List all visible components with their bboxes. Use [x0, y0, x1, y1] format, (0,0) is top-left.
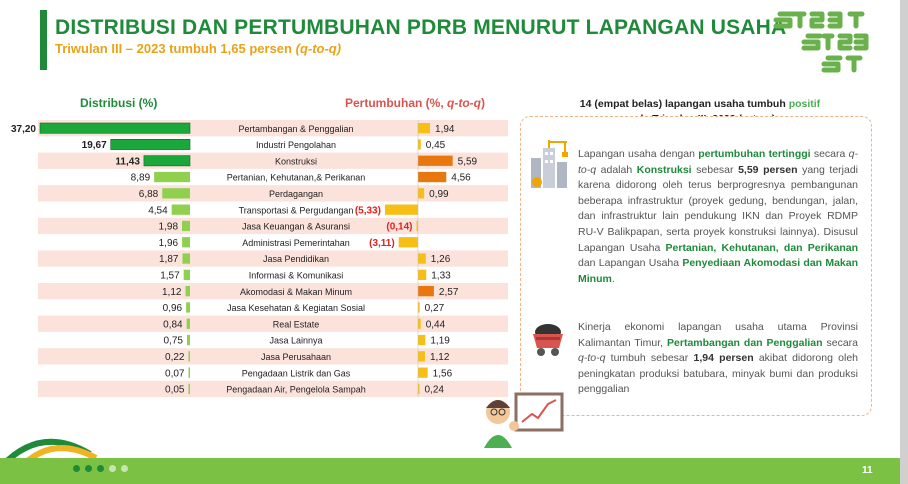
category-label: Real Estate	[272, 319, 320, 330]
footer-dot	[109, 465, 116, 472]
distribution-bar	[162, 188, 190, 198]
distribution-bar	[187, 335, 190, 345]
growth-value-label: 1,19	[430, 335, 450, 347]
growth-value-label: 0,45	[425, 140, 446, 152]
p1-c-italic: q-to-q	[578, 148, 858, 176]
analyst-character-illustration	[480, 386, 570, 456]
distribution-bar	[186, 302, 190, 312]
distribution-value-label: 6,88	[138, 189, 159, 200]
distribution-bar	[187, 319, 190, 329]
p2-e: 1,94 persen	[693, 352, 754, 365]
category-label: Pertanian, Kehutanan,& Perikanan	[226, 172, 366, 183]
subtitle-text: Triwulan III – 2023 tumbuh 1,65 persen	[55, 41, 292, 56]
distribution-value-label: 19,67	[81, 140, 107, 152]
p1-d: adalah	[600, 163, 633, 176]
distribution-bar	[184, 270, 190, 280]
distribution-value-label: 0,05	[165, 384, 185, 396]
growth-bar	[418, 319, 421, 329]
footer-dot	[73, 465, 80, 472]
page-subtitle	[55, 41, 341, 56]
distribution-value-label: 0,07	[165, 368, 185, 380]
paragraph-mining	[578, 320, 858, 398]
growth-bar	[385, 205, 418, 215]
distribution-bar	[185, 286, 190, 296]
distribution-bar	[182, 221, 190, 231]
p1-k: Penyediaan Akomodasi dan Makan Minum	[578, 257, 859, 285]
distribution-value-label: 1,12	[162, 286, 182, 298]
growth-value-label: (0,14)	[386, 221, 413, 233]
distribution-value-label: 1,87	[158, 254, 179, 266]
growth-bar	[418, 335, 425, 345]
distribution-value-label: 1,57	[160, 270, 180, 282]
p2-a: Kinerja ekonomi lapangan usaha utama Provinsi Kalimantan Timur,	[578, 321, 858, 349]
growth-value-label: 2,57	[438, 286, 459, 298]
growth-bar	[418, 302, 420, 312]
distribution-value-label: 0,96	[162, 303, 183, 315]
p2-b: Pertambangan dan Penggalian	[667, 336, 823, 349]
viewer-edge	[900, 0, 908, 484]
growth-header-text: Pertumbuhan (%,	[345, 96, 448, 110]
page-title: DISTRIBUSI DAN PERTUMBUHAN PDRB MENURUT LAPANGAN USAHA	[55, 16, 787, 39]
p1-f: sebesar	[696, 163, 734, 176]
distribution-bar	[182, 237, 190, 247]
growth-bar	[418, 139, 421, 149]
growth-value-label: 0,99	[429, 189, 449, 200]
category-label: Jasa Kesehatan & Kegiatan Sosial	[226, 303, 366, 314]
distribution-bar	[189, 351, 191, 361]
growth-bar	[418, 172, 446, 182]
paragraph-construction	[578, 147, 858, 287]
category-label: Jasa Keuangan & Asuransi	[241, 221, 351, 232]
category-label: Informasi & Komunikasi	[248, 270, 344, 281]
footer-band	[0, 458, 900, 484]
growth-value-label: 0,24	[424, 384, 444, 396]
p2-f: akibat didorong oleh peningkatan produksi batubara, minyak bumi dan produksi penggalian	[578, 352, 859, 396]
category-label: Pengadaan Air, Pengelola Sampah	[226, 384, 366, 395]
category-label: Pertambangan & Penggalian	[238, 123, 354, 134]
p1-b: pertumbuhan tertinggi	[698, 148, 811, 160]
growth-header-italic: q-to-q	[447, 96, 481, 110]
growth-bar	[418, 286, 434, 296]
p1-l: .	[611, 272, 615, 285]
category-label: Jasa Pendidikan	[262, 254, 330, 265]
p1-h: yang terjadi karena didorong oleh terus berprogresnya pembangunan beberapa infrastruktur (proyek gedung, bendungan, jalan, dan infrastruktur lain pendukung IKN dan Proyek RDMP RU-V Balikpapan, serta proyek konstruksi lainnya). Disusul Lapangan Usaha	[578, 163, 859, 254]
p1-j: dan Lapangan Usaha	[578, 257, 680, 270]
construction-icon	[527, 138, 571, 190]
growth-value-label: 1,33	[431, 270, 451, 282]
category-label: Perdagangan	[268, 189, 324, 199]
page-number: 11	[862, 465, 873, 476]
mining-cart-icon	[530, 320, 566, 358]
p2-c: secara	[826, 336, 859, 349]
panel-title-highlight: positif	[788, 98, 821, 110]
pdrb-chart	[10, 118, 508, 400]
p2-d: tumbuh sebesar	[610, 352, 689, 365]
footer-dot	[121, 465, 128, 472]
distribution-bar	[189, 368, 191, 378]
category-label: Akomodasi & Makan Minum	[239, 286, 353, 297]
footer-dot	[85, 465, 92, 472]
footer-dots	[73, 465, 128, 472]
distribution-value-label: 0,75	[163, 335, 183, 347]
distribution-value-label: 1,96	[158, 237, 179, 249]
p1-c: secara	[813, 148, 846, 160]
growth-value-label: 0,44	[425, 319, 446, 331]
growth-header-suffix: )	[481, 96, 485, 110]
distribution-value-label: 1,98	[158, 221, 179, 233]
distribution-value-label: 8,89	[130, 172, 151, 184]
p1-g: 5,59 persen	[738, 163, 798, 176]
distribution-bar	[154, 172, 190, 182]
growth-bar	[418, 368, 428, 378]
growth-value-label: 0,27	[424, 303, 445, 315]
category-label: Jasa Lainnya	[269, 335, 323, 346]
growth-bar	[399, 237, 418, 247]
category-label: Jasa Perusahaan	[260, 352, 332, 362]
growth-header	[345, 96, 485, 110]
distribution-value-label: 37,20	[10, 123, 36, 135]
distribution-value-label: 0,22	[165, 352, 185, 363]
category-label: Konstruksi	[274, 156, 318, 167]
growth-value-label: (5,33)	[354, 205, 381, 217]
growth-bar	[418, 351, 425, 361]
category-label: Pengadaan Listrik dan Gas	[241, 368, 351, 379]
category-label: Administrasi Pemerintahan	[242, 237, 350, 248]
growth-value-label: 4,56	[451, 172, 471, 184]
p1-i: Pertanian, Kehutanan, dan Perikanan	[665, 241, 858, 254]
distribution-bar	[111, 139, 190, 149]
footer-dot	[97, 465, 104, 472]
panel-title-part1: 14 (empat belas) lapangan usaha tumbuh	[579, 98, 789, 110]
distribution-bar	[144, 156, 190, 166]
distribution-bar	[172, 205, 190, 215]
title-accent-bar	[40, 10, 47, 70]
distribution-value-label: 11,43	[115, 156, 140, 168]
growth-value-label: 1,56	[432, 368, 453, 380]
distribution-bar	[182, 253, 190, 263]
growth-value-label: 1,12	[429, 352, 450, 363]
p1-a: Lapangan usaha dengan	[578, 148, 695, 160]
st2023-logo	[772, 6, 872, 72]
distribution-value-label: 0,84	[163, 319, 183, 331]
growth-value-label: 1,94	[435, 123, 455, 135]
growth-bar	[418, 270, 426, 280]
category-label: Transportasi & Pergudangan	[238, 205, 354, 216]
growth-bar	[418, 188, 424, 198]
p1-e: Konstruksi	[636, 163, 692, 176]
growth-bar	[418, 156, 453, 166]
distribution-bar	[189, 384, 191, 394]
subtitle-italic: (q-to-q)	[295, 41, 342, 56]
growth-bar	[418, 123, 430, 133]
distribution-bar	[40, 123, 190, 133]
distribution-value-label: 4,54	[148, 205, 168, 217]
distribution-header: Distribusi (%)	[80, 96, 158, 110]
growth-value-label: (3,11)	[369, 237, 395, 249]
p2-c-italic: q-to-q	[578, 352, 606, 365]
growth-bar	[418, 253, 426, 263]
growth-value-label: 1,26	[430, 254, 451, 266]
category-label: Industri Pengolahan	[255, 140, 337, 151]
growth-value-label: 5,59	[457, 156, 478, 168]
